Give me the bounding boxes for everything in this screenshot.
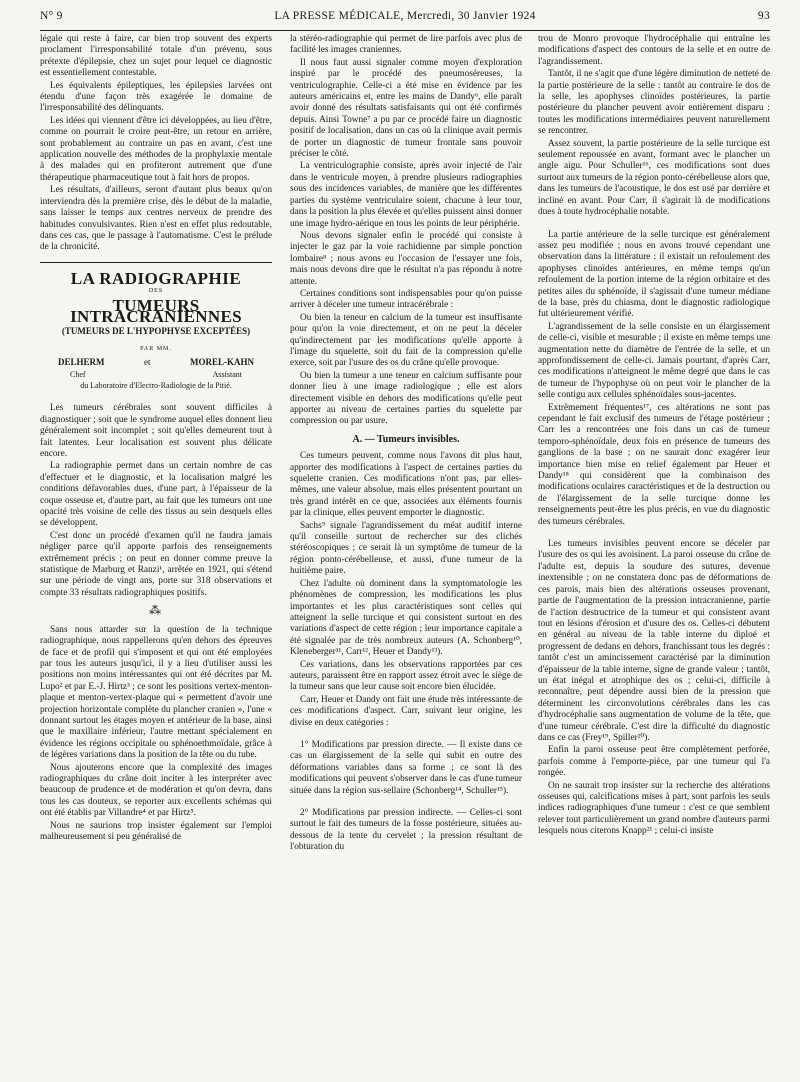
paragraph: 1° Modifications par pression directe. — Il existe dans ce cas un élargissement de la selle qui subit en outre des déformations variables dans sa forme ; ce sont là des modifications qui peuvent s'observer dans le cas d'une tumeur située dans la région sus-sellaire (Schonberg¹⁴, Schuller¹⁵). (290, 739, 522, 796)
article-title-line-1: LA RADIOGRAPHIE (70, 268, 242, 288)
paragraph: Nous devons signaler enfin le procédé qui consiste à injecter le gaz par la voie rachidienne par simple ponction lombaire⁸ ; nous avons eu l'occasion de l'essayer une fois, mais nous devons dire que le résultat n'a pas répondu à notre attente. (290, 230, 522, 287)
column-2 (290, 34, 522, 1076)
journal-title: LA PRESSE MÉDICALE, Mercredi, 30 Janvier 1924 (274, 10, 536, 22)
paragraph: trou de Monro provoque l'hydrocéphalie qui entraîne les modifications d'aspect des contours de la selle et en outre de l'agrandissement. (538, 34, 770, 67)
paragraph: Certaines conditions sont indispensables pour qu'on puisse arriver à déceler une tumeur intracérébrale : (290, 288, 522, 311)
paragraph: Les idées qui viennent d'être ici développées, au lieu d'être, comme on pourrait le croire peut-être, un retour en arrière, sont probablement au contraire un pas en avant, c'est une application nouvelle des méthodes de la prophylaxie mentale à des malades qui en profiteront autrement que d'une thérapeutique pharmaceutique tout à fait hors de propos. (40, 115, 272, 183)
paragraph: Sans nous attarder sur la question de la technique radiographique, nous rappellerons qu'en dehors des épreuves de face et de profil qui s'imposent et qui ont été employées par tous les auteurs jusqu'ici, il y a lieu d'utiliser aussi les positions non moins intéressantes qui ont été décrites par M. Lupo² et par E.-J. Hirtz³ ; ce sont les positions vertex-menton-plaque et menton-vertex-plaque qui « permettent d'avoir une projection horizontale complète du plancher cranien », l'une « donnant surtout les étages moyen et antérieur de la base, ainsi que le maxillaire inférieur, l'autre mettant spécialement en évidence les régions occipitale ou sphénoethmoïdale, grâce à de légères variations dans la position de la tête ou du tube. (40, 624, 272, 761)
paragraph: Sachs⁹ signale l'agrandissement du méat auditif interne qu'il conseille surtout de rechercher sur des clichés stéréoscopiques ; ce serait là un symptôme de tumeur de la région ponto-cérébelleuse, et aussi, d'une tumeur de la huitième paire. (290, 520, 522, 577)
issue-number: N° 9 (40, 10, 63, 22)
paragraph: Tantôt, il ne s'agit que d'une légère diminution de netteté de la partie postérieure de la selle : tantôt au contraire le dos de la selle, les apophyses clinoïdes postérieures, la partie postérieure du plancher peuvent avoir entièrement disparu : toutes les modifications intermédiaires peuvent naturellement se rencontrer. (538, 69, 770, 137)
paragraph: Assez souvent, la partie postérieure de la selle turcique est seulement repoussée en avant, formant avec le plancher un angle aigu. Pour Schuller¹⁶, ces modifications sont dues surtout aux tumeurs de la région ponto-cérébelleuse alors que, dans les tumeurs de l'acoustique, le dos est usé par derrière et incliné en avant. Pour Carr, il s'agirait là de modifications dues à toute hydrocéphalie notable. (538, 138, 770, 218)
column-1 (40, 34, 272, 1076)
author-roles (40, 369, 272, 380)
paragraph: Carr, Heuer et Dandy ont fait une étude très intéressante de ces modifications d'aspect. Carr, suivant leur origine, les divise en deux catégories : (290, 694, 522, 728)
paragraph: On ne saurait trop insister sur la recherche des altérations osseuses qui, calcifications mises à part, sont parfois les seuls indices radiographiques d'une tumeur : c'est ce que semblent relever tout particulièrement un grand nombre d'auteurs parmi lesquels nous citerons Knapp²¹ ; celui-ci insiste (538, 780, 770, 837)
paragraph: Les tumeurs cérébrales sont souvent difficiles à diagnostiquer ; soit que le syndrome auquel elles donnent lieu généralement soit incomplet ; soit qu'elles demeurent tout à fait latentes. Leur localisation est souvent plus délicate encore. (40, 403, 272, 459)
paragraph: la stéréo-radiographie qui permet de lire parfois avec plus de facilité les images craniennes. (290, 34, 522, 56)
role-1: Chef (70, 369, 86, 379)
paragraph: La radiographie permet dans un certain nombre de cas d'effectuer et le diagnostic, et la localisation malgré les conditions défavorables dues, d'une part, à l'épaisseur de la coque osseuse et, d'autre part, au fait que les tumeurs ont une opacité très voisine de celle des tissus au sein desquels elles se développent. (40, 461, 272, 529)
paragraph: Ou bien la teneur en calcium de la tumeur est insuffisante pour qu'on la voie directement, et on ne peut la déceler qu'indirectement par les modifications qu'elle apporte à l'image du squelette, soit du fait de la compression qu'elle exerce, soit par l'usure des os du crâne qu'elle provoque. (290, 312, 522, 369)
paragraph: Chez l'adulte où dominent dans la symptomatologie les phénomènes de compression, les modifications les plus importantes et les plus caractéristiques sont celles qui atteignent la selle turcique et qui consistent surtout en des variations d'aspect de cette région ; leur importance capitale a été signalée par de très nombreux auteurs (A. Schonberg¹⁰, Kleneberger¹¹, Carr¹², Heuer et Dandy¹³). (290, 578, 522, 658)
paragraph: Ou bien la tumeur a une teneur en calcium suffisante pour donner lieu à une image radiologique ; elle est alors directement visible en dehors des modifications qu'elle peut apporter au niveau de certaines parties du squelette par compression ou par usure. (290, 370, 522, 427)
author-2: MOREL-KAHN (189, 357, 254, 368)
article-title-connector: DES (148, 288, 164, 295)
running-header (40, 10, 770, 28)
paragraph: Nous ne saurions trop insister également sur l'emploi malheureusement si peu généralisé de (40, 820, 272, 842)
paragraph: Ces variations, dans les observations rapportées par ces auteurs, paraissent être en rapport assez étroit avec le siège de la tumeur sans que leur cause soit encore bien élucidée. (290, 659, 522, 693)
column-3 (538, 34, 770, 1076)
paragraph: La ventriculographie consiste, après avoir injecté de l'air dans le ventricule moyen, à prendre plusieurs radiographies sous des incidences variables, de manière que les différentes parties du système ventriculaire soient, chacune à leur tour, dans la position la plus élevée et qu'elles puissent ainsi donner une image hydro-aérique en tous les points de leur périphérie. (290, 161, 522, 229)
asterism: ⁂ (149, 603, 163, 618)
header-rule (40, 30, 770, 31)
article-title-line-2: TUMEURS INTRACRANIENNES (70, 295, 242, 326)
paragraph: Enfin la paroi osseuse peut être complètement perforée, parfois comme à l'emporte-pièce, par une tumeur qui l'a rongée. (538, 745, 770, 779)
article-separator (40, 262, 272, 263)
paragraph: Les équivalents épileptiques, les épilepsies larvées ont étendu d'une façon très exagérée le domaine de l'irresponsabilité des délinquants. (40, 80, 272, 114)
paragraph: La partie antérieure de la selle turcique est généralement assez peu modifiée ; nous en avons trouvé cependant une observation dans la littérature : il existait un refoulement des apophyses clinoïdes antérieures, en même temps qu'un refoulement de la portion interne de la région orbitaire et des petites ailes du sphénoïde, il s'agissait d'une tumeur médiane de la base, près du chiasma, dont le diagnostic radiologique fut ultérieurement vérifié. (538, 229, 770, 320)
authors (40, 357, 272, 368)
author-conjunction: et (144, 357, 151, 368)
paragraph: légale qui reste à faire, car bien trop souvent des experts proclament l'irresponsabilité totale d'un prévenu, sous prétexte d'épilepsie, chez un sujet pour lequel ce diagnostic est essentiellement contestable. (40, 34, 272, 79)
byline-intro: PAR MM. (140, 345, 172, 352)
paragraph: Il nous faut aussi signaler comme moyen d'exploration inspiré par le procédé des pneumoséreuses, la ventriculographie. Celle-ci a été mise en évidence par les auteurs américains et, entre les mains de Dandy⁶, elle paraît avoir donné des résultats satisfaisants qui ont été confirmés depuis. Ainsi Towne⁷ a pu par ce procédé faire un diagnostic positif de localisation, dans un cas où la clinique avait permis de porter un diagnostic de tumeur frontale sans pouvoir préciser le côté. (290, 57, 522, 160)
paragraph: Ces tumeurs peuvent, comme nous l'avons dit plus haut, apporter des modifications à l'aspect de certaines parties du squelette cranien. Ces modifications n'ont pas, par elles-mêmes, une valeur absolue, mais elles présentent pourtant un très grand intérêt en ce que, associées aux éléments fournis par la clinique, elles peuvent emporter le diagnostic. (290, 451, 522, 519)
paragraph: L'agrandissement de la selle consiste en un élargissement de celle-ci, visible et mesurable ; il existe en même temps une augmentation nette du diamètre de l'entrée de la selle, et un approfondissement de celle-ci. Jamais pourtant, d'après Carr, ces modifications n'atteignent le même degré que dans le cas de tumeur de l'hypophyse où on peut voir le plancher de la selle contigu aux cellules sphénoïdales sous-jacentes. (538, 321, 770, 401)
author-1: DELHERM (58, 357, 105, 368)
paragraph: Les tumeurs invisibles peuvent encore se déceler par l'usure des os qui les avoisinent. La paroi osseuse du crâne de l'adulte est, depuis la soudure des sutures, devenue inextensible ; on ne constatera donc pas de déformations de ces parois, mais bien des altérations osseuses provenant, partie de l'augmentation de la pression intracranienne, partie de l'action destructrice de la tumeur et qui consistent avant tout en lésions d'érosion et d'usure des os. Celles-ci débutent en général au niveau de la table interne du diploé et progressent de dedans en dehors, franchissant tous les degrés : tantôt c'est un amincissement caractérisé par la diminution d'épaisseur de la table interne, signe de grande valeur ; tantôt, un état inégal et atrophique des os ; celui-ci, difficile à reconnaître, peut dépendre aussi bien de la pression que déterminent les circonvolutions cérébrales dans les cas d'hydrocéphalie sans augmentation de volume de la tête, que d'une tumeur cérébrale. C'est dire la difficulté du diagnostic dans ce cas (Frey¹⁹, Spiller²⁰). (538, 539, 770, 743)
affiliation: du Laboratoire d'Electro-Radiologie de la Pitié. (80, 380, 232, 390)
paragraph: Extrêmement fréquentes¹⁷, ces altérations ne sont pas cependant le fait exclusif des tumeurs de l'étage postérieur ; Carr les a rencontrées une fois dans un cas de tumeur temporo-sphénoïdale, deux fois en présence de tumeurs des ganglions de la base ; on ne saurait donc exagérer leur importance bien mise en relief également par Heuer et Dandy¹⁸ qui considèrent que la combinaison des modifications oculaires caractéristiques et de la destruction ou de l'élargissement de la selle turcique donne les renseignements peut-être les plus précis, en vue du diagnostic des tumeurs cérébrales. (538, 402, 770, 527)
section-heading: A. — Tumeurs invisibles. (352, 433, 460, 445)
paragraph: Les résultats, d'ailleurs, seront d'autant plus beaux qu'on interviendra dès la première crise, dès le début de la maladie, sans laisser le temps aux centres nerveux de prendre des habitudes convulsivantes. Rien n'est en effet plus redoutable, dans ces cas, que le passage à l'automatisme. C'est le prélude de la chronicité. (40, 185, 272, 253)
role-2: Assistant (212, 369, 242, 379)
page-number: 93 (757, 10, 770, 22)
paragraph: C'est donc un procédé d'examen qu'il ne faudra jamais négliger parce qu'il apporte parfois des renseignements extrêmement précis ; on peut en donner comme preuve la statistique de Marburg et Ranzi¹, arrêtée en 1921, qui s'étend sur une période de vingt ans, porte sur 318 observations et compte 33 résultats radiographiques positifs. (40, 530, 272, 598)
article-subtitle: (TUMEURS DE L'HYPOPHYSE EXCEPTÉES) (61, 326, 251, 337)
paragraph: Nous ajouterons encore que la complexité des images radiographiques du crâne doit inciter à les interpréter avec beaucoup de prudence et de modération et qu'on devra, dans tous les cas douteux, se reporter aux excellents schémas qui ont été établis par Villandre⁴ et par Hirtz⁵. (40, 762, 272, 819)
paragraph: 2° Modifications par pression indirecte. — Celles-ci sont surtout le fait des tumeurs de la fosse postérieure, situées au-dessous de la tente du cervelet ; la pression résultant de l'obturation du (290, 808, 522, 853)
